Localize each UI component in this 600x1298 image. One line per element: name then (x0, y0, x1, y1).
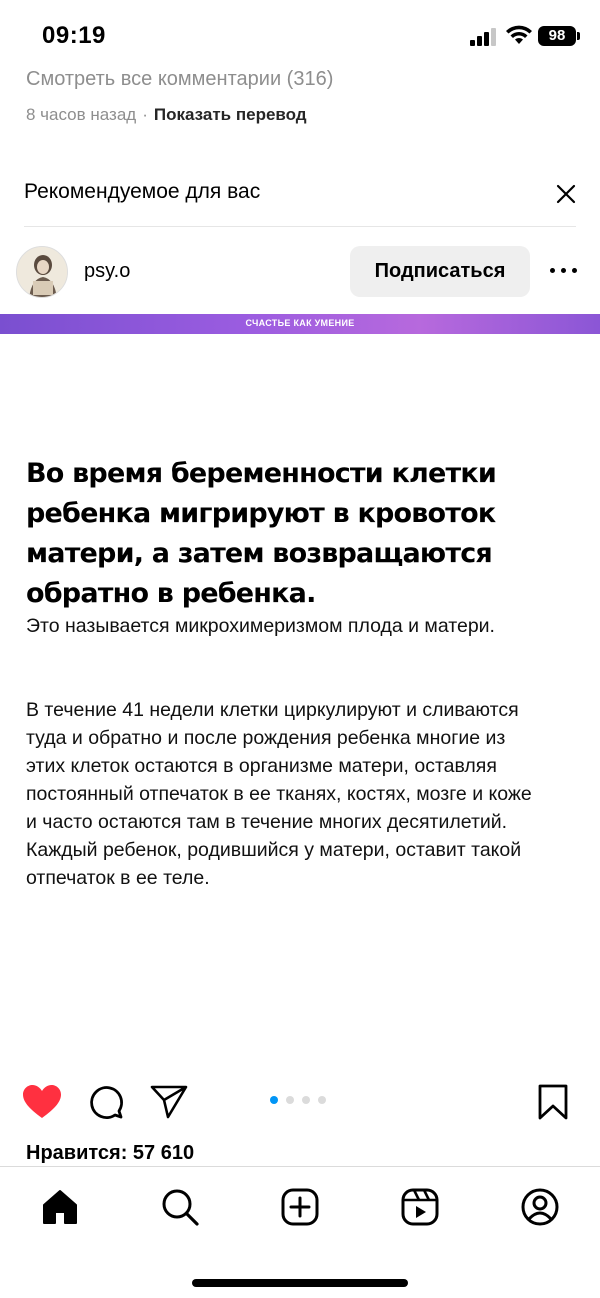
follow-button[interactable]: Подписаться (350, 246, 530, 297)
carousel-dot (318, 1096, 326, 1104)
post-time-ago: 8 часов назад (26, 105, 137, 124)
carousel-dot-active (270, 1096, 278, 1104)
status-time: 09:19 (42, 22, 106, 49)
home-indicator (192, 1279, 408, 1287)
bookmark-icon[interactable] (538, 1084, 568, 1120)
section-divider (24, 226, 576, 227)
bottom-navigation (0, 1166, 600, 1298)
banner-text: СЧАСТЬЕ КАК УМЕНИЕ (245, 318, 355, 328)
wifi-icon (505, 24, 533, 46)
likes-count[interactable]: Нравится: 57 610 (26, 1142, 195, 1164)
create-icon[interactable] (280, 1187, 320, 1227)
more-options-icon[interactable] (548, 262, 580, 278)
heart-filled-icon[interactable] (22, 1084, 62, 1120)
battery-tip (577, 32, 580, 40)
post-body-text: В течение 41 недели клетки циркулируют и сливаются туда и обратно и после рождения ребенка многие из этих клеток остаются в организме матери, оставляя постоянный отпечаток в ее тканях, костях, мозге и коже и часто остаются там в течение многих десятилетий. Каждый ребенок, родившийся у матери, оставит такой отпечаток в ее теле. (26, 699, 532, 889)
post-subheading: Это называется микрохимеризмом плода и матери. (26, 615, 495, 637)
search-icon[interactable] (160, 1187, 200, 1227)
show-translation-link[interactable]: Показать перевод (153, 105, 307, 124)
post-meta-line (26, 105, 307, 125)
avatar-illustration (17, 247, 68, 298)
post-heading: Во время беременности клетки ребенка мигрируют в кровоток матери, а затем возвращаются обратно в ребенка. (26, 458, 496, 609)
post-action-row (0, 1080, 600, 1130)
paper-plane-icon[interactable] (150, 1085, 188, 1119)
status-bar (0, 0, 600, 70)
cellular-signal-icon (470, 28, 498, 46)
close-icon[interactable] (554, 182, 578, 206)
profile-icon[interactable] (520, 1187, 560, 1227)
post-image[interactable] (0, 314, 600, 1080)
meta-separator: · (142, 105, 148, 124)
recommended-section-title: Рекомендуемое для вас (24, 180, 261, 203)
post-banner (0, 314, 600, 334)
view-all-comments-link[interactable]: Смотреть все комментарии (316) (26, 68, 334, 90)
reels-icon[interactable] (400, 1187, 440, 1227)
carousel-dot (302, 1096, 310, 1104)
comment-bubble-icon[interactable] (88, 1084, 124, 1120)
post-username[interactable]: psy.o (84, 260, 131, 282)
battery-indicator: 98 (538, 26, 576, 46)
carousel-dot (286, 1096, 294, 1104)
avatar[interactable] (16, 246, 68, 298)
home-icon[interactable] (40, 1187, 80, 1227)
